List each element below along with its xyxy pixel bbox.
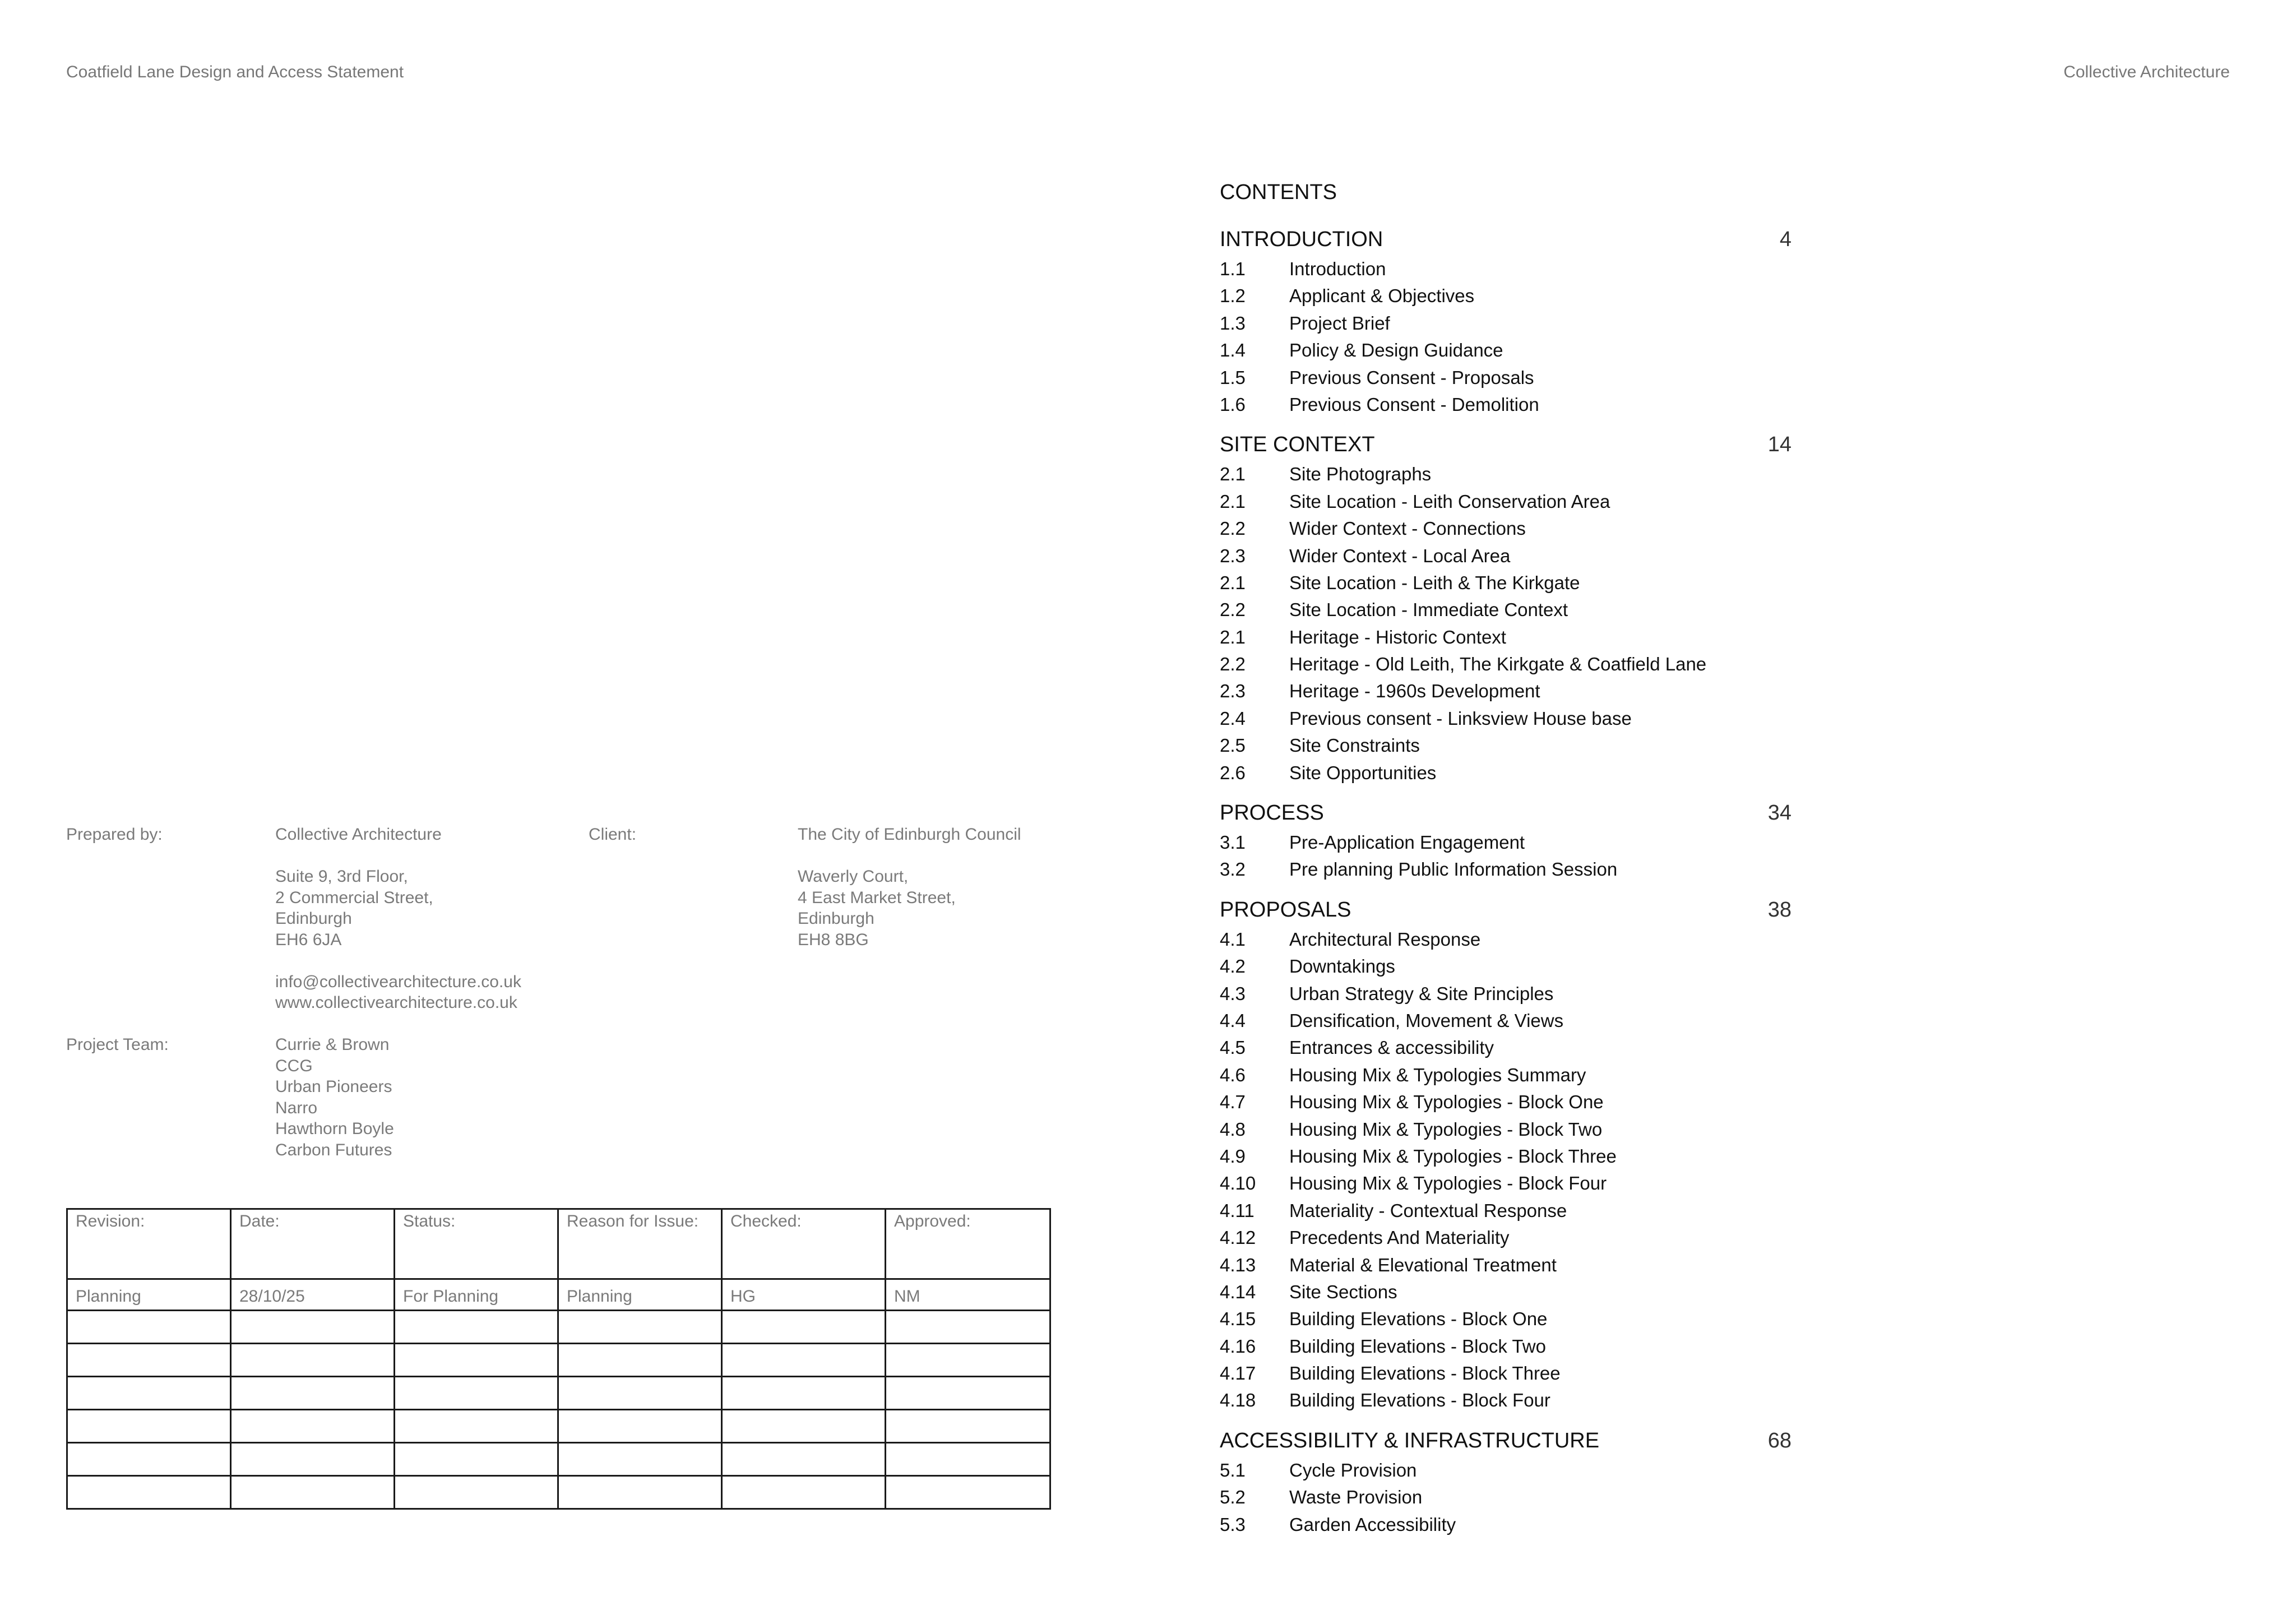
revision-empty-cell [558, 1443, 722, 1476]
revision-empty-cell [558, 1410, 722, 1443]
item-title: Housing Mix & Typologies Summary [1289, 1064, 1586, 1085]
prepared-by-line: Collective Architecture [275, 825, 442, 844]
contents-sections [1220, 228, 1792, 1538]
team-member: Hawthorn Boyle [275, 1119, 394, 1138]
item-number: 4.15 [1220, 1308, 1256, 1330]
item-number: 4.5 [1220, 1037, 1246, 1058]
team-member: CCG [275, 1056, 313, 1075]
contents-item [1220, 760, 1792, 786]
revision-cell: Planning [67, 1279, 231, 1311]
revision-header-cell: Date: [231, 1209, 395, 1279]
revision-empty-cell [722, 1443, 886, 1476]
revision-empty-cell [722, 1476, 886, 1509]
revision-cell: HG [722, 1279, 886, 1311]
revision-empty-cell [67, 1476, 231, 1509]
item-title: Building Elevations - Block One [1289, 1308, 1548, 1330]
contents-item [1220, 1511, 1792, 1538]
item-title: Pre-Application Engagement [1289, 832, 1525, 853]
contents-section [1220, 1429, 1792, 1538]
item-title: Pre planning Public Information Session [1289, 859, 1618, 880]
client-line: Waverly Court, [798, 867, 909, 886]
contents-item [1220, 980, 1792, 1007]
contents-item [1220, 461, 1792, 488]
revision-cell: NM [886, 1279, 1050, 1311]
section-page-number: 34 [1767, 801, 1792, 825]
item-title: Site Opportunities [1289, 762, 1437, 783]
item-title: Previous Consent - Proposals [1289, 367, 1534, 388]
revision-empty-cell [886, 1311, 1050, 1344]
item-number: 3.1 [1220, 832, 1246, 853]
revision-empty-cell [231, 1410, 395, 1443]
contents-item [1220, 1062, 1792, 1089]
client-line: The City of Edinburgh Council [798, 825, 1021, 844]
prepared-by-line: 2 Commercial Street, [275, 888, 433, 907]
item-number: 4.8 [1220, 1118, 1246, 1140]
contents-item [1220, 391, 1792, 418]
contents-item [1220, 488, 1792, 515]
item-number: 4.16 [1220, 1335, 1256, 1357]
item-title: Housing Mix & Typologies - Block One [1289, 1091, 1604, 1113]
revision-empty-cell [558, 1311, 722, 1344]
contents-item [1220, 256, 1792, 283]
item-number: 2.2 [1220, 654, 1246, 675]
item-title: Waste Provision [1289, 1487, 1423, 1508]
contents-item [1220, 596, 1792, 623]
revision-empty-cell [231, 1311, 395, 1344]
contents-item [1220, 651, 1792, 678]
contents-item [1220, 1143, 1792, 1170]
revision-empty-cell [231, 1344, 395, 1377]
item-title: Housing Mix & Typologies - Block Two [1289, 1118, 1603, 1140]
revision-empty-cell [395, 1311, 558, 1344]
item-number: 4.12 [1220, 1227, 1256, 1248]
team-member: Currie & Brown [275, 1035, 390, 1054]
revision-empty-cell [886, 1443, 1050, 1476]
contents-item [1220, 543, 1792, 570]
revision-empty-cell [395, 1410, 558, 1443]
contents-item [1220, 1034, 1792, 1061]
section-title: PROCESS [1220, 801, 1324, 825]
item-number: 1.1 [1220, 258, 1246, 279]
item-number: 1.5 [1220, 367, 1246, 388]
item-title: Downtakings [1289, 956, 1395, 977]
team-member: Narro [275, 1098, 318, 1117]
revision-empty-cell [395, 1443, 558, 1476]
contents-item [1220, 926, 1792, 953]
item-title: Previous Consent - Demolition [1289, 394, 1539, 415]
team-member: Urban Pioneers [275, 1077, 392, 1096]
section-page-number: 38 [1767, 897, 1792, 922]
item-number: 1.3 [1220, 312, 1246, 334]
prepared-by-label: Prepared by: [66, 825, 163, 844]
revision-empty-cell [558, 1377, 722, 1410]
section-heading [1220, 802, 1792, 824]
section-page-number: 68 [1767, 1428, 1792, 1452]
item-number: 1.6 [1220, 394, 1246, 415]
revision-empty-cell [395, 1476, 558, 1509]
item-number: 5.1 [1220, 1459, 1246, 1480]
item-title: Cycle Provision [1289, 1459, 1417, 1480]
item-title: Housing Mix & Typologies - Block Four [1289, 1173, 1607, 1194]
item-title: Site Sections [1289, 1281, 1397, 1302]
revision-empty-cell [558, 1344, 722, 1377]
contents-item [1220, 570, 1792, 596]
item-number: 2.2 [1220, 599, 1246, 621]
item-title: Architectural Response [1289, 928, 1481, 950]
contents-item [1220, 1279, 1792, 1306]
revision-empty-cell [67, 1410, 231, 1443]
prepared-by-line: EH6 6JA [275, 930, 342, 949]
contents-item [1220, 283, 1792, 309]
contents-item [1220, 1116, 1792, 1143]
revision-empty-cell [67, 1377, 231, 1410]
contents-item [1220, 678, 1792, 705]
revision-empty-cell [558, 1476, 722, 1509]
contents-item [1220, 1333, 1792, 1360]
item-number: 4.18 [1220, 1390, 1256, 1411]
item-title: Building Elevations - Block Two [1289, 1335, 1546, 1357]
contents-section [1220, 228, 1792, 418]
revision-empty-cell [722, 1410, 886, 1443]
contents-item [1220, 705, 1792, 732]
item-title: Project Brief [1289, 312, 1390, 334]
client-line: Edinburgh [798, 909, 874, 928]
contents-section [1220, 802, 1792, 883]
item-number: 3.2 [1220, 859, 1246, 880]
contents-item [1220, 1007, 1792, 1034]
item-title: Wider Context - Local Area [1289, 545, 1511, 566]
revision-empty-cell [67, 1443, 231, 1476]
item-number: 4.2 [1220, 956, 1246, 977]
item-number: 4.3 [1220, 983, 1246, 1004]
revision-empty-cell [722, 1377, 886, 1410]
contents-item [1220, 1252, 1792, 1279]
contents-title: CONTENTS [1220, 181, 1337, 204]
prepared-by-line [275, 950, 521, 971]
revision-empty-cell [231, 1443, 395, 1476]
item-number: 4.17 [1220, 1363, 1256, 1384]
item-title: Site Constraints [1289, 735, 1420, 756]
item-number: 1.4 [1220, 340, 1246, 361]
section-title: INTRODUCTION [1220, 228, 1383, 251]
contents-item [1220, 1197, 1792, 1224]
item-title: Applicant & Objectives [1289, 285, 1475, 307]
item-title: Site Location - Immediate Context [1289, 599, 1568, 621]
contents-item [1220, 732, 1792, 759]
document-title-header: Coatfield Lane Design and Access Statement [66, 63, 404, 81]
item-number: 2.5 [1220, 735, 1246, 756]
contents-item [1220, 515, 1792, 542]
item-number: 5.3 [1220, 1514, 1246, 1535]
prepared-by-line: Edinburgh [275, 909, 352, 928]
client-line [798, 845, 1021, 867]
client-label: Client: [589, 825, 637, 844]
item-number: 4.4 [1220, 1010, 1246, 1031]
revision-header-cell: Reason for Issue: [558, 1209, 722, 1279]
section-heading [1220, 433, 1792, 456]
item-number: 4.14 [1220, 1281, 1256, 1302]
item-title: Wider Context - Connections [1289, 518, 1526, 539]
contents-item [1220, 310, 1792, 337]
client-details [798, 824, 1021, 950]
revision-empty-cell [67, 1344, 231, 1377]
item-number: 2.3 [1220, 681, 1246, 702]
revision-empty-cell [395, 1377, 558, 1410]
item-title: Site Photographs [1289, 464, 1432, 485]
item-title: Heritage - 1960s Development [1289, 681, 1540, 702]
item-title: Policy & Design Guidance [1289, 340, 1503, 361]
revision-empty-cell [231, 1476, 395, 1509]
prepared-by-line: www.collectivearchitecture.co.uk [275, 993, 517, 1012]
contents-item [1220, 953, 1792, 980]
item-number: 2.3 [1220, 545, 1246, 566]
item-title: Materiality - Contextual Response [1289, 1200, 1567, 1221]
item-number: 1.2 [1220, 285, 1246, 307]
revision-empty-cell [886, 1344, 1050, 1377]
table-of-contents [1220, 181, 1792, 1553]
revision-table [66, 1208, 1051, 1510]
item-number: 2.1 [1220, 626, 1246, 647]
section-title: PROPOSALS [1220, 897, 1351, 922]
item-number: 2.2 [1220, 518, 1246, 539]
item-number: 4.1 [1220, 928, 1246, 950]
item-number: 2.6 [1220, 762, 1246, 783]
section-page-number: 4 [1779, 228, 1792, 251]
item-title: Housing Mix & Typologies - Block Three [1289, 1145, 1617, 1167]
prepared-by-line [275, 845, 521, 867]
item-number: 4.6 [1220, 1064, 1246, 1085]
prepared-by-line: info@collectivearchitecture.co.uk [275, 972, 521, 991]
contents-item [1220, 1224, 1792, 1251]
item-title: Site Location - Leith & The Kirkgate [1289, 572, 1580, 593]
section-page-number: 14 [1767, 433, 1792, 457]
item-title: Previous consent - Linksview House base [1289, 707, 1632, 729]
contents-item [1220, 364, 1792, 391]
item-title: Urban Strategy & Site Principles [1289, 983, 1554, 1004]
section-heading [1220, 228, 1792, 251]
revision-empty-cell [886, 1410, 1050, 1443]
prepared-by-line: Suite 9, 3rd Floor, [275, 867, 408, 886]
item-number: 4.10 [1220, 1173, 1256, 1194]
revision-empty-cell [722, 1344, 886, 1377]
revision-header-cell: Revision: [67, 1209, 231, 1279]
item-number: 4.9 [1220, 1145, 1246, 1167]
contents-item [1220, 1457, 1792, 1484]
contents-section [1220, 899, 1792, 1414]
team-member: Carbon Futures [275, 1140, 392, 1159]
item-number: 2.4 [1220, 707, 1246, 729]
contents-item [1220, 1306, 1792, 1332]
item-title: Densification, Movement & Views [1289, 1010, 1564, 1031]
revision-cell: For Planning [395, 1279, 558, 1311]
revision-empty-cell [67, 1311, 231, 1344]
client-line: 4 East Market Street, [798, 888, 956, 907]
contents-item [1220, 856, 1792, 883]
contents-item [1220, 624, 1792, 651]
section-heading [1220, 1429, 1792, 1452]
revision-empty-cell [886, 1377, 1050, 1410]
item-title: Building Elevations - Block Four [1289, 1390, 1550, 1411]
revision-empty-cell [886, 1476, 1050, 1509]
revision-header-cell: Status: [395, 1209, 558, 1279]
project-team-label: Project Team: [66, 1035, 169, 1054]
section-heading [1220, 899, 1792, 921]
item-title: Garden Accessibility [1289, 1514, 1456, 1535]
item-title: Building Elevations - Block Three [1289, 1363, 1561, 1384]
contents-item [1220, 1387, 1792, 1414]
project-team-list [275, 1034, 394, 1160]
item-number: 2.1 [1220, 491, 1246, 512]
revision-header-cell: Approved: [886, 1209, 1050, 1279]
contents-item [1220, 1360, 1792, 1387]
company-name-header: Collective Architecture [2063, 63, 2230, 81]
revision-header-cell: Checked: [722, 1209, 886, 1279]
contents-section [1220, 433, 1792, 786]
revision-empty-cell [395, 1344, 558, 1377]
item-title: Heritage - Old Leith, The Kirkgate & Coatfield Lane [1289, 654, 1707, 675]
item-title: Material & Elevational Treatment [1289, 1254, 1557, 1275]
item-number: 4.13 [1220, 1254, 1256, 1275]
item-title: Entrances & accessibility [1289, 1037, 1494, 1058]
contents-item [1220, 1089, 1792, 1116]
prepared-by-details [275, 824, 521, 1014]
item-title: Precedents And Materiality [1289, 1227, 1510, 1248]
item-number: 2.1 [1220, 464, 1246, 485]
client-line: EH8 8BG [798, 930, 869, 949]
item-number: 5.2 [1220, 1487, 1246, 1508]
item-title: Heritage - Historic Context [1289, 626, 1506, 647]
revision-empty-cell [231, 1377, 395, 1410]
revision-empty-cell [722, 1311, 886, 1344]
item-number: 4.7 [1220, 1091, 1246, 1113]
item-number: 4.11 [1220, 1200, 1255, 1221]
item-title: Site Location - Leith Conservation Area [1289, 491, 1610, 512]
contents-item [1220, 829, 1792, 856]
item-title: Introduction [1289, 258, 1386, 279]
revision-cell: 28/10/25 [231, 1279, 395, 1311]
contents-item [1220, 1170, 1792, 1197]
revision-cell: Planning [558, 1279, 722, 1311]
section-title: ACCESSIBILITY & INFRASTRUCTURE [1220, 1428, 1600, 1452]
contents-item [1220, 337, 1792, 364]
section-title: SITE CONTEXT [1220, 433, 1375, 457]
item-number: 2.1 [1220, 572, 1246, 593]
contents-item [1220, 1484, 1792, 1511]
